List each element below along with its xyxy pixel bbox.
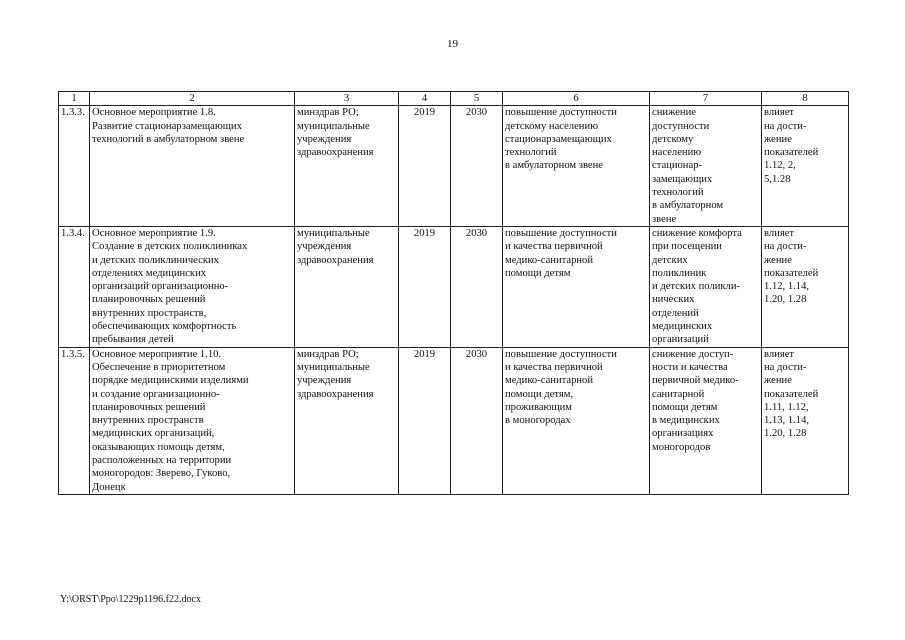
end-year: 2030	[451, 347, 503, 494]
column-header: 5	[451, 92, 503, 106]
expected-result: повышение доступности детскому населению стационарзамещающих технологий в амбулаторном звене	[503, 106, 650, 227]
page-number: 19	[447, 38, 458, 50]
start-year: 2019	[399, 347, 451, 494]
row-number: 1.3.5.	[59, 347, 90, 494]
row-number: 1.3.3.	[59, 106, 90, 227]
measure-name: Основное мероприятие 1.8. Развитие стационарзамещающих технологий в амбулаторном звене	[90, 106, 295, 227]
expected-result: повышение доступности и качества первичной медико-санитарной помощи детям	[503, 226, 650, 347]
indicator-link: влияет на дости- жение показателей 1.11, 1.12, 1.13, 1.14, 1.20, 1.28	[762, 347, 849, 494]
column-header: 4	[399, 92, 451, 106]
end-year: 2030	[451, 106, 503, 227]
measure-name: Основное мероприятие 1.10. Обеспечение в приоритетном порядке медицинскими изделиями и создание организационно- планировочных решений внутренних пространств медицинских организаций, оказывающих помощь детям, расположенных на территории моногородов: Зверево, Гуково, Донецк	[90, 347, 295, 494]
executor: минздрав РО; муниципальные учреждения здравоохранения	[295, 106, 399, 227]
column-header: 7	[650, 92, 762, 106]
column-header: 2	[90, 92, 295, 106]
indicator-link: влияет на дости- жение показателей 1.12, 1.14, 1.20, 1.28	[762, 226, 849, 347]
column-header: 1	[59, 92, 90, 106]
expected-result: повышение доступности и качества первичной медико-санитарной помощи детям, проживающим в моногородах	[503, 347, 650, 494]
start-year: 2019	[399, 106, 451, 227]
table-row	[59, 106, 849, 227]
non-implementation-consequence: снижение доступности детскому населению стационар- замещающих технологий в амбулаторном звене	[650, 106, 762, 227]
table-row	[59, 347, 849, 494]
table-row	[59, 226, 849, 347]
start-year: 2019	[399, 226, 451, 347]
non-implementation-consequence: снижение доступ- ности и качества первичной медико- санитарной помощи детям в медицинских организациях моногородов	[650, 347, 762, 494]
measures-table	[58, 91, 849, 495]
executor: минздрав РО; муниципальные учреждения здравоохранения	[295, 347, 399, 494]
table-header-row	[59, 92, 849, 106]
measure-name: Основное мероприятие 1.9. Создание в детских поликлиниках и детских поликлинических отделениях медицинских организаций организационно- планировочных решений внутренних пространств, обеспечивающих комфортность пребывания детей	[90, 226, 295, 347]
indicator-link: влияет на дости- жение показателей 1.12, 2, 5,1.28	[762, 106, 849, 227]
non-implementation-consequence: снижение комфорта при посещении детских поликлиник и детских поликли- нических отделений медицинских организаций	[650, 226, 762, 347]
column-header: 8	[762, 92, 849, 106]
end-year: 2030	[451, 226, 503, 347]
footer-file-path: Y:\ORST\Ppo\1229p1196.f22.docx	[60, 594, 201, 605]
executor: муниципальные учреждения здравоохранения	[295, 226, 399, 347]
column-header: 3	[295, 92, 399, 106]
column-header: 6	[503, 92, 650, 106]
row-number: 1.3.4.	[59, 226, 90, 347]
